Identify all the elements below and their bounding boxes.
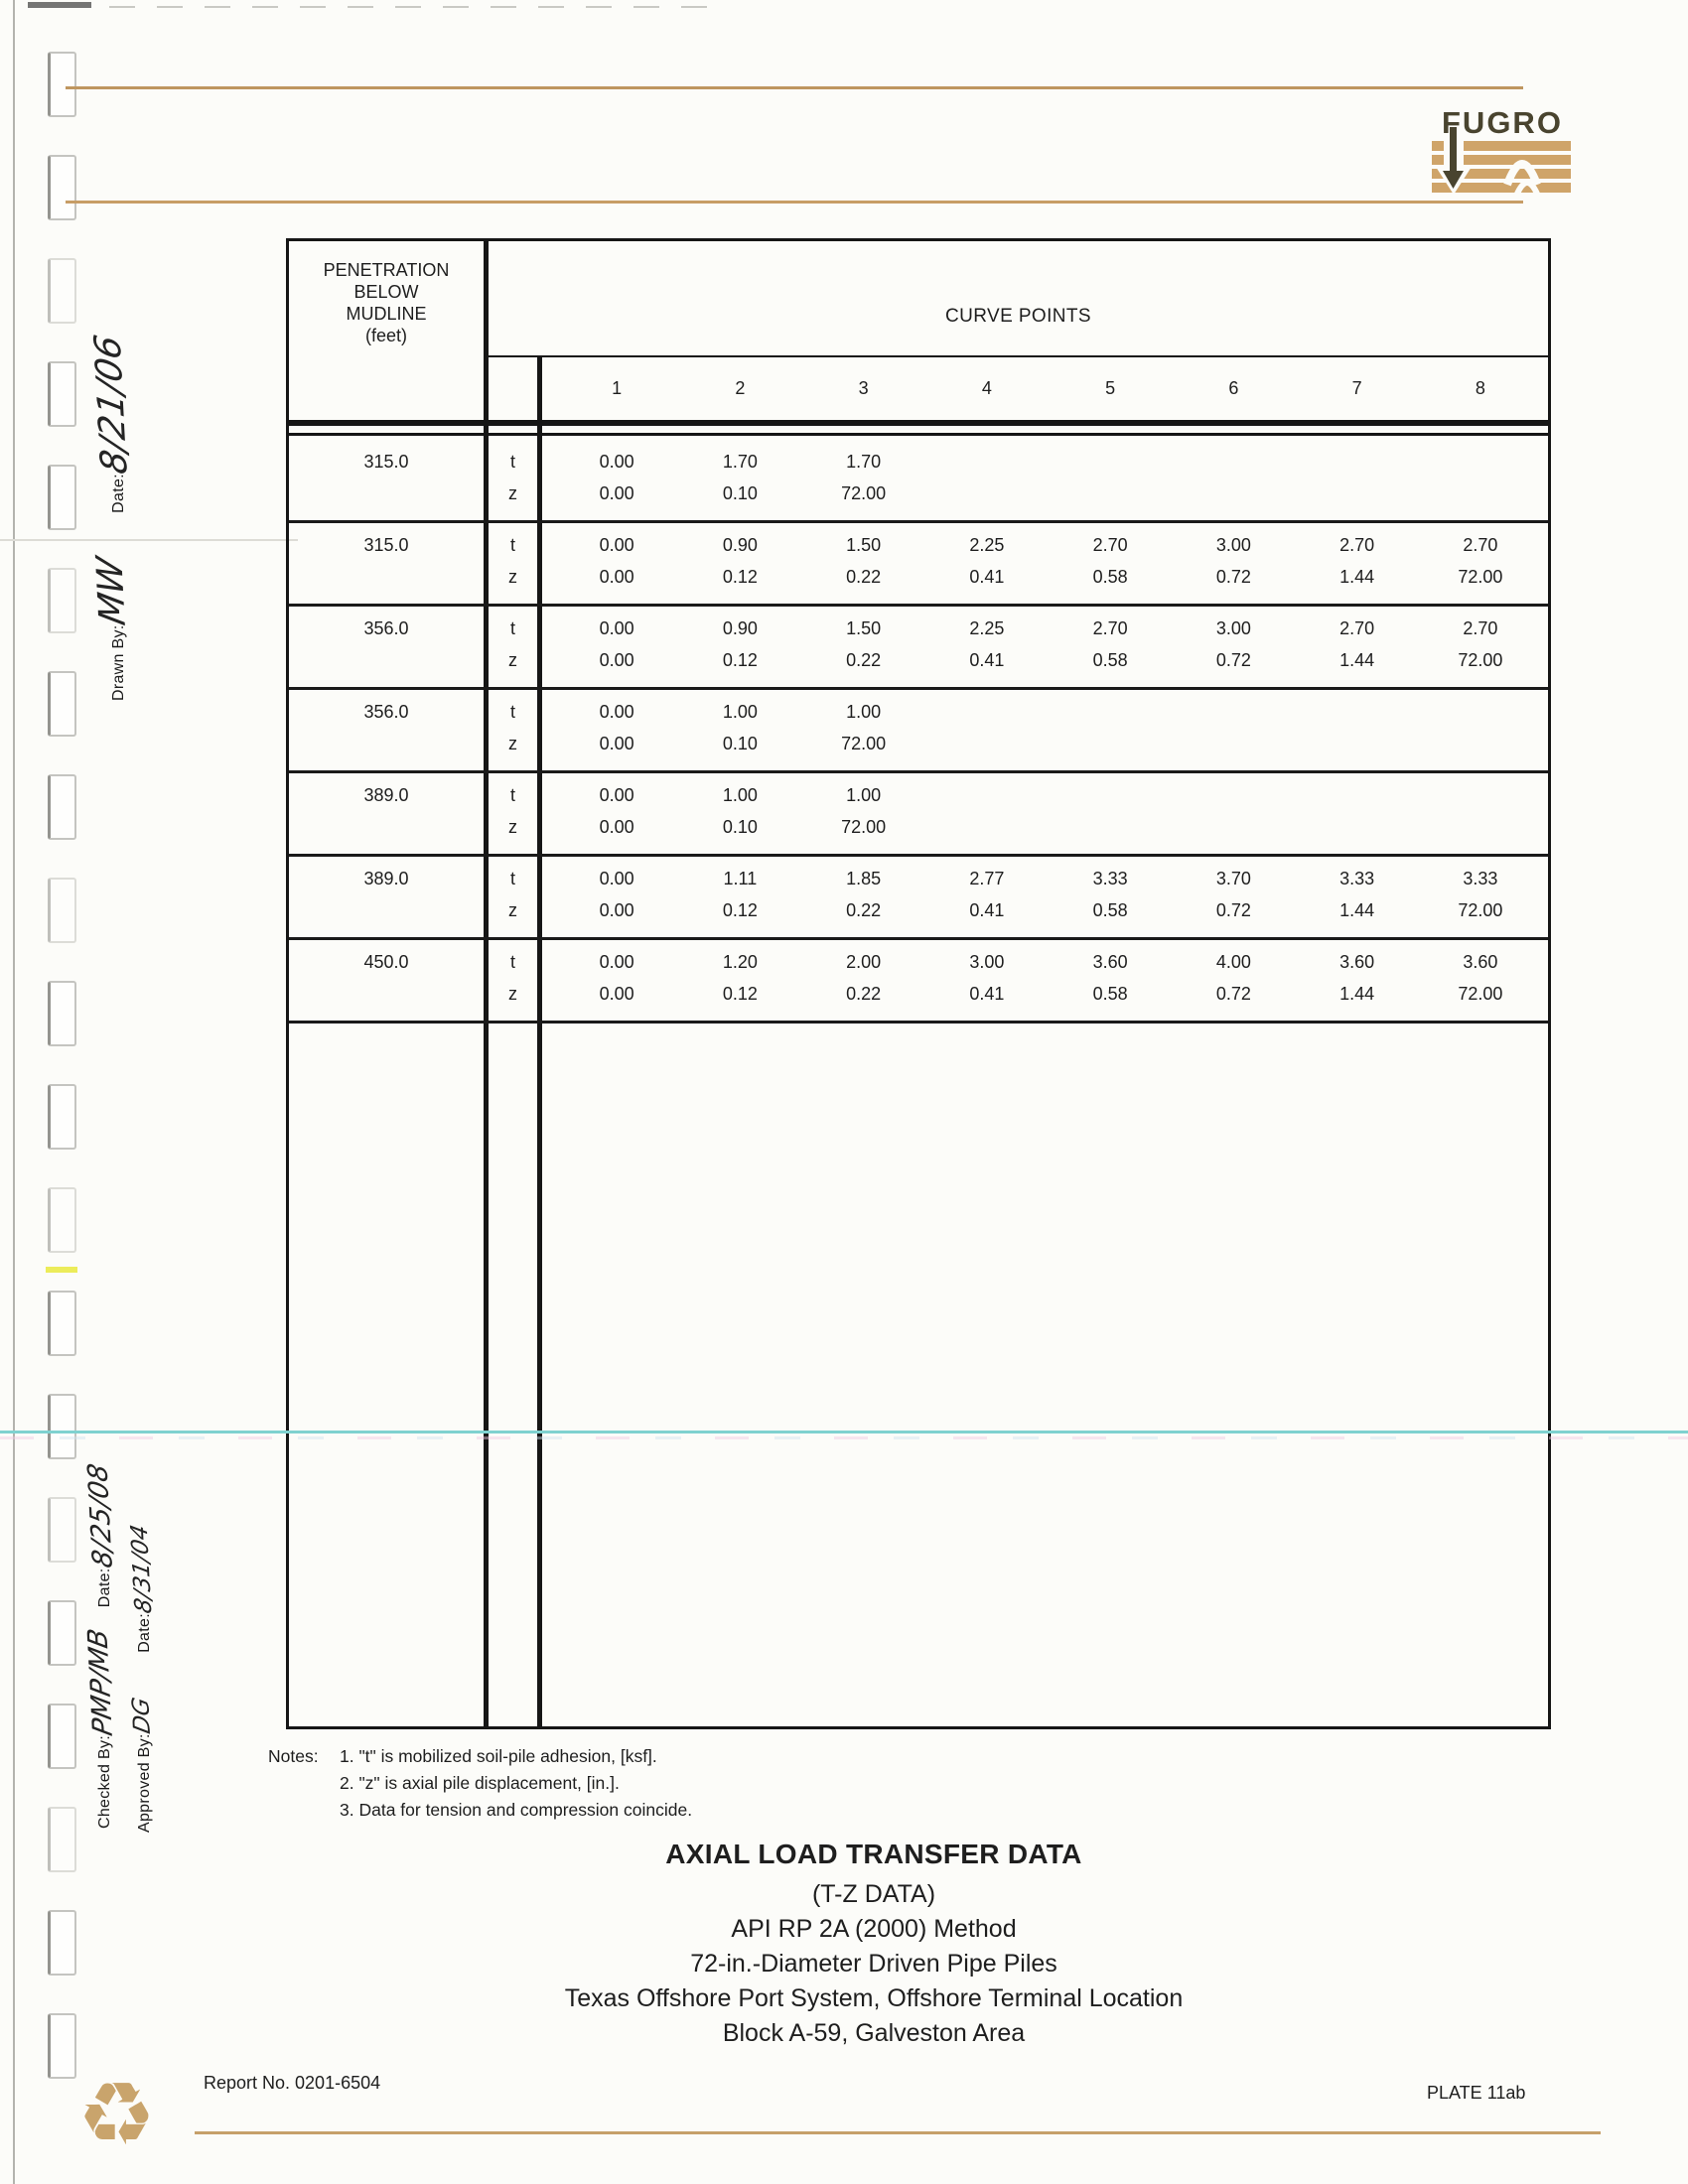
z-value-cell [925, 811, 1049, 843]
t-value-cell: 1.11 [723, 869, 758, 888]
z-value-row [542, 811, 1548, 843]
z-value-cell: 0.12 [722, 567, 758, 587]
t-value-cell: 0.00 [599, 869, 634, 888]
depth-cell: 389.0 [363, 785, 409, 805]
t-value-cell: 3.33 [1339, 869, 1375, 888]
t-value-cell: 3.33 [1463, 869, 1498, 888]
z-value-cell: 1.44 [1339, 650, 1375, 670]
t-value-cell: 2.70 [1463, 535, 1498, 555]
t-value-cell [1296, 446, 1419, 478]
depth-cell: 450.0 [363, 952, 409, 972]
binding-hole [48, 1084, 76, 1150]
penetration-header-cell [289, 241, 484, 420]
t-value-cell [1419, 696, 1542, 728]
z-value-cell: 0.00 [599, 900, 634, 920]
z-value-cell: 0.00 [599, 817, 634, 837]
binding-hole [48, 981, 76, 1046]
note-item-3: 3. Data for tension and compression coincide. [340, 1800, 693, 1820]
t-value-cell: 0.00 [599, 785, 634, 805]
z-value-cell: 0.72 [1215, 984, 1251, 1004]
z-value-cell: 0.41 [969, 984, 1005, 1004]
t-value-cell: 3.00 [969, 952, 1005, 972]
title-block [179, 1839, 1569, 2051]
z-value-cell [1172, 728, 1295, 759]
z-value-cell: 1.44 [1339, 984, 1375, 1004]
margin-approved-by [126, 1522, 158, 1833]
yellow-highlight-mark [46, 1267, 77, 1273]
t-value-cell: 1.70 [722, 452, 758, 472]
subtitle-location: Texas Offshore Port System, Offshore Terminal Location [564, 1984, 1184, 2012]
t-value-cell [1172, 779, 1295, 811]
binding-hole [48, 1291, 76, 1356]
top-rule-upper [66, 86, 1523, 89]
z-value-cell: 0.12 [722, 650, 758, 670]
z-value-cell: 1.44 [1339, 900, 1375, 920]
t-value-cell: 2.70 [1092, 618, 1128, 638]
curve-point-number: 4 [981, 378, 992, 398]
table-body [289, 440, 1548, 1024]
binding-hole [48, 258, 76, 324]
t-value-cell [1172, 446, 1295, 478]
z-value-cell: 0.72 [1215, 650, 1251, 670]
value-grid [542, 446, 1548, 509]
t-value-cell: 3.60 [1463, 952, 1498, 972]
t-value-cell: 3.00 [1215, 618, 1251, 638]
fugro-wordmark: FUGRO [1442, 105, 1563, 140]
t-value-cell: 2.70 [1339, 618, 1375, 638]
tz-label-cell [489, 440, 537, 509]
curve-point-number: 1 [612, 378, 623, 398]
z-value-cell [1419, 728, 1542, 759]
z-value-cell: 0.00 [599, 734, 634, 753]
approved-date-value: 8/31/04 [126, 1522, 158, 1616]
z-value-cell: 72.00 [1458, 984, 1503, 1004]
t-value-row [542, 863, 1548, 894]
penetration-header-line: MUDLINE [346, 304, 427, 324]
curve-point-number: 6 [1228, 378, 1239, 398]
curve-points-header-cell [489, 241, 1548, 357]
z-value-cell: 0.00 [599, 567, 634, 587]
z-value-cell: 0.00 [599, 984, 634, 1004]
t-value-cell [1419, 446, 1542, 478]
tz-label-cell [489, 690, 537, 759]
approved-by-signature: DG [127, 1696, 157, 1736]
depth-cell: 356.0 [363, 618, 409, 638]
tz-label: t [509, 452, 515, 472]
z-value-cell: 0.10 [722, 817, 758, 837]
z-value-cell: 0.58 [1092, 650, 1128, 670]
t-value-cell: 1.50 [846, 618, 882, 638]
t-value-cell: 1.50 [846, 535, 882, 555]
t-value-cell: 2.70 [1092, 535, 1128, 555]
tz-label-cell [489, 607, 537, 676]
t-value-cell [1049, 696, 1172, 728]
tz-label: z [508, 567, 517, 587]
z-value-cell [1049, 478, 1172, 509]
z-value-cell [1049, 811, 1172, 843]
tz-label: t [509, 952, 515, 972]
z-value-cell: 72.00 [841, 734, 887, 753]
checked-date-label: Date: [96, 1568, 113, 1608]
binding-hole [48, 568, 76, 633]
t-value-cell [925, 696, 1049, 728]
report-number: Report No. 0201-6504 [204, 2073, 381, 2093]
table-row [289, 690, 1548, 773]
t-value-cell: 2.25 [969, 535, 1005, 555]
t-value-row [542, 446, 1548, 478]
z-value-cell: 72.00 [1458, 567, 1503, 587]
notes-block [268, 1743, 692, 1824]
tz-label-cell [489, 773, 537, 843]
tz-data-table [286, 238, 1551, 1729]
tz-label: z [508, 984, 517, 1004]
z-value-row [542, 728, 1548, 759]
z-value-cell: 0.22 [846, 984, 882, 1004]
binding-hole [48, 1910, 76, 1976]
t-value-cell: 0.00 [599, 535, 634, 555]
header-divider-thin [289, 433, 1548, 436]
approved-by-label: Approved By: [136, 1733, 153, 1833]
t-value-cell: 2.25 [969, 618, 1005, 638]
subtitle-tz: (T-Z DATA) [811, 1880, 936, 1908]
z-value-cell [1419, 811, 1542, 843]
note-item-1: 1. "t" is mobilized soil-pile adhesion, [ksf]. [340, 1746, 657, 1766]
margin-drawn-by [87, 332, 136, 701]
z-value-cell: 0.41 [969, 567, 1005, 587]
curve-point-number: 3 [858, 378, 869, 398]
note-item-2: 2. "z" is axial pile displacement, [in.]. [340, 1773, 620, 1793]
subtitle-method: API RP 2A (2000) Method [731, 1915, 1017, 1943]
binding-hole [48, 1600, 76, 1666]
z-value-cell [925, 728, 1049, 759]
z-value-cell: 0.72 [1215, 900, 1251, 920]
t-value-cell [1296, 779, 1419, 811]
z-value-cell: 0.41 [969, 650, 1005, 670]
t-value-cell: 1.20 [722, 952, 758, 972]
curve-point-numbers [542, 357, 1548, 420]
table-row [289, 773, 1548, 857]
curve-point-number: 8 [1475, 378, 1485, 398]
notes-label: Notes: [268, 1746, 319, 1766]
z-value-cell [1296, 478, 1419, 509]
depth-cell: 356.0 [363, 702, 409, 722]
binding-hole [48, 1807, 76, 1872]
table-row [289, 940, 1548, 1024]
table-row [289, 440, 1548, 523]
t-value-cell [925, 446, 1049, 478]
t-value-cell: 0.00 [599, 452, 634, 472]
tz-label-cell [489, 857, 537, 926]
t-value-cell: 3.70 [1215, 869, 1251, 888]
drawn-date-label: Date: [110, 474, 127, 513]
binding-hole [48, 1187, 76, 1253]
tz-label-cell [489, 523, 537, 593]
binding-hole [48, 1497, 76, 1563]
drawn-by-signature: MW [89, 554, 134, 629]
penetration-header-line: BELOW [353, 282, 419, 302]
scan-top-mark [28, 2, 91, 8]
value-grid [542, 529, 1548, 593]
tz-label: t [509, 702, 515, 722]
z-value-cell: 0.72 [1215, 567, 1251, 587]
t-value-cell: 0.90 [722, 535, 758, 555]
checked-by-label: Checked By: [96, 1734, 113, 1829]
binding-hole [48, 155, 76, 220]
z-value-cell [1172, 811, 1295, 843]
curve-point-number: 2 [735, 378, 746, 398]
t-value-cell: 2.00 [846, 952, 882, 972]
depth-cell: 315.0 [363, 452, 409, 472]
penetration-header-line: (feet) [364, 326, 407, 345]
tz-label: t [509, 869, 515, 888]
t-value-cell: 1.00 [722, 702, 758, 722]
z-value-cell: 0.58 [1092, 900, 1128, 920]
z-value-cell: 0.10 [722, 734, 758, 753]
z-value-cell: 72.00 [841, 483, 887, 503]
z-value-cell: 0.22 [846, 567, 882, 587]
drawn-date-value: 8/21/06 [87, 332, 136, 478]
t-value-cell: 4.00 [1215, 952, 1251, 972]
t-value-cell: 0.00 [599, 952, 634, 972]
t-value-cell [925, 779, 1049, 811]
t-value-cell: 2.70 [1463, 618, 1498, 638]
z-value-cell: 72.00 [1458, 650, 1503, 670]
t-value-row [542, 696, 1548, 728]
z-value-cell: 0.58 [1092, 984, 1128, 1004]
z-value-cell [1049, 728, 1172, 759]
value-grid [542, 863, 1548, 926]
t-value-cell: 3.60 [1092, 952, 1128, 972]
binding-hole [48, 52, 76, 117]
tz-label: t [509, 785, 515, 805]
t-value-cell: 1.70 [846, 452, 882, 472]
t-value-cell: 1.00 [722, 785, 758, 805]
z-value-cell [1419, 478, 1542, 509]
t-value-cell: 0.00 [599, 702, 634, 722]
recycle-icon: ♻ [77, 2063, 156, 2165]
z-value-cell: 1.44 [1339, 567, 1375, 587]
checked-date-value: 8/25/08 [82, 1461, 119, 1571]
binding-hole [48, 2013, 76, 2079]
t-value-cell: 3.00 [1215, 535, 1251, 555]
z-value-cell [1172, 478, 1295, 509]
checked-by-signature: PMP/MB [82, 1626, 119, 1738]
table-row [289, 857, 1548, 940]
tz-label: z [508, 900, 517, 920]
z-value-row [542, 478, 1548, 509]
binding-hole [48, 878, 76, 943]
top-rule-lower [66, 201, 1523, 204]
t-value-cell: 0.00 [599, 618, 634, 638]
depth-cell: 315.0 [363, 535, 409, 555]
z-value-cell: 72.00 [1458, 900, 1503, 920]
value-grid [542, 779, 1548, 843]
binding-hole [48, 361, 76, 427]
tz-label: t [509, 535, 515, 555]
bottom-rule [195, 2131, 1601, 2134]
z-value-row [542, 644, 1548, 676]
header-divider-thick [289, 420, 1548, 426]
scan-ghost-line [0, 539, 298, 541]
tz-label: z [508, 483, 517, 503]
t-value-cell: 1.00 [846, 702, 882, 722]
tz-label: z [508, 734, 517, 753]
curve-point-number: 7 [1351, 378, 1362, 398]
t-value-cell [1049, 446, 1172, 478]
t-value-cell: 2.77 [969, 869, 1005, 888]
plate-number: PLATE 11ab [1427, 2083, 1526, 2103]
margin-checked-by [82, 1461, 119, 1829]
scan-color-dashes [0, 1436, 1688, 1439]
drawn-by-label: Drawn By: [110, 624, 127, 701]
scan-top-dashes [109, 6, 725, 8]
z-value-cell: 0.00 [599, 650, 634, 670]
z-value-cell: 0.22 [846, 650, 882, 670]
t-value-cell [1296, 696, 1419, 728]
z-value-row [542, 978, 1548, 1010]
t-value-cell: 0.90 [722, 618, 758, 638]
t-value-cell: 2.70 [1339, 535, 1375, 555]
t-value-cell [1419, 779, 1542, 811]
t-value-row [542, 946, 1548, 978]
z-value-cell: 0.58 [1092, 567, 1128, 587]
z-value-cell [1296, 728, 1419, 759]
value-grid [542, 946, 1548, 1010]
subtitle-piles: 72-in.-Diameter Driven Pipe Piles [690, 1950, 1057, 1978]
t-value-cell: 1.85 [846, 869, 882, 888]
t-value-row [542, 613, 1548, 644]
binding-hole [48, 671, 76, 737]
subtitle-block-area: Block A-59, Galveston Area [722, 2019, 1026, 2047]
depth-cell: 389.0 [363, 869, 409, 888]
t-value-cell: 3.60 [1339, 952, 1375, 972]
z-value-cell: 0.41 [969, 900, 1005, 920]
value-grid [542, 613, 1548, 676]
z-value-row [542, 561, 1548, 593]
tz-label: z [508, 817, 517, 837]
z-value-cell [1296, 811, 1419, 843]
curve-points-label: CURVE POINTS [945, 306, 1091, 327]
t-value-cell [1172, 696, 1295, 728]
fugro-logo [1420, 89, 1581, 205]
curve-point-number: 5 [1105, 378, 1116, 398]
z-value-cell: 0.22 [846, 900, 882, 920]
z-value-row [542, 894, 1548, 926]
binding-hole [48, 465, 76, 530]
t-value-row [542, 779, 1548, 811]
tz-label-cell [489, 940, 537, 1010]
scan-edge-line [13, 0, 15, 2184]
value-grid [542, 696, 1548, 759]
t-value-row [542, 529, 1548, 561]
t-value-cell: 1.00 [846, 785, 882, 805]
z-value-cell: 0.12 [722, 984, 758, 1004]
z-value-cell: 0.00 [599, 483, 634, 503]
penetration-header-line: PENETRATION [323, 260, 450, 280]
z-value-cell [925, 478, 1049, 509]
table-row [289, 607, 1548, 690]
tz-label: z [508, 650, 517, 670]
tz-label: t [509, 618, 515, 638]
binding-hole [48, 1394, 76, 1459]
main-title: AXIAL LOAD TRANSFER DATA [665, 1839, 1082, 1869]
binding-hole [48, 1704, 76, 1769]
z-value-cell: 72.00 [841, 817, 887, 837]
table-row [289, 523, 1548, 607]
binding-hole [48, 774, 76, 840]
t-value-cell [1049, 779, 1172, 811]
z-value-cell: 0.10 [722, 483, 758, 503]
z-value-cell: 0.12 [722, 900, 758, 920]
cyan-scan-line [0, 1431, 1688, 1433]
approved-date-label: Date: [136, 1613, 153, 1653]
t-value-cell: 3.33 [1092, 869, 1128, 888]
